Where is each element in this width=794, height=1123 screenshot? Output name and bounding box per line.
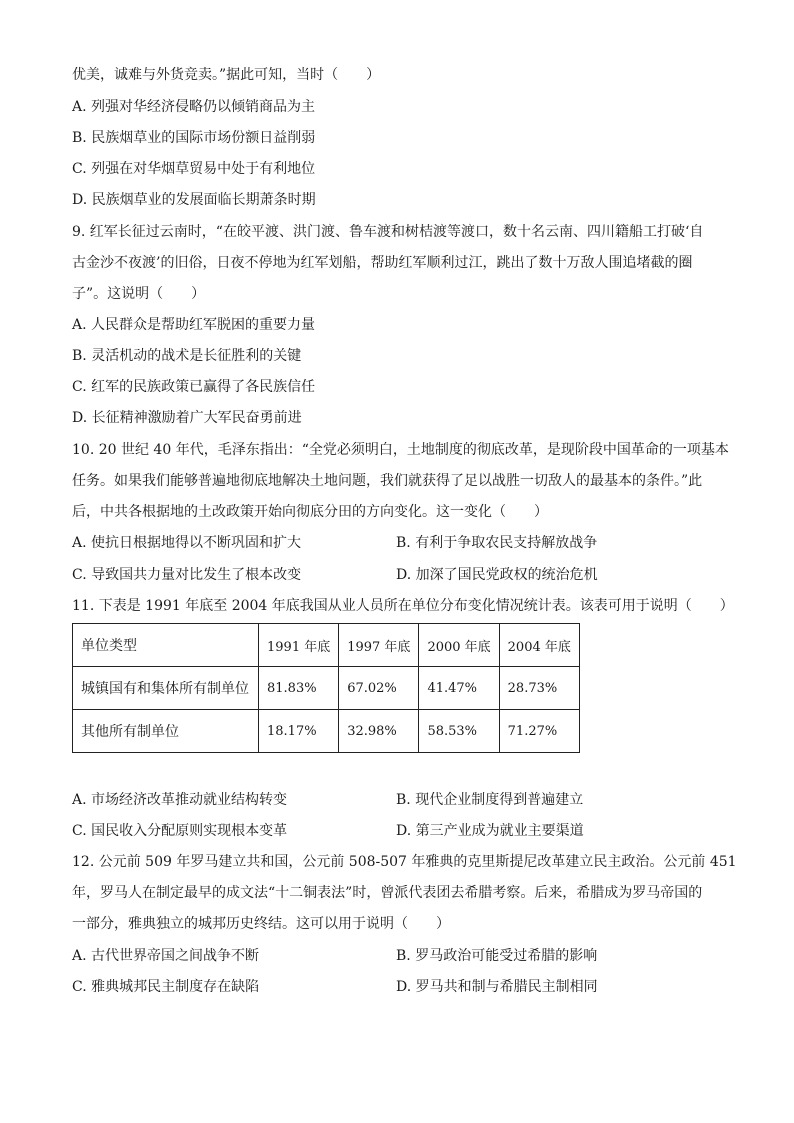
table-cell: 81.83%	[259, 667, 339, 710]
q12-option-a: A. 古代世界帝国之间战争不断	[72, 948, 260, 964]
table-header-cell: 1991 年底	[259, 624, 339, 667]
table-cell: 58.53%	[419, 710, 499, 753]
q12-option-d: D. 罗马共和制与希腊民主制相同	[396, 979, 598, 995]
q8-option-c: C. 列强在对华烟草贸易中处于有利地位	[72, 161, 316, 177]
q10-option-b: B. 有利于争取农民支持解放战争	[396, 535, 598, 551]
q12-stem-line-2: 年，罗马人在制定最早的成文法“十二铜表法”时，曾派代表团去希腊考察。后来，希腊成为罗马帝国的	[72, 885, 703, 901]
q9-option-c: C. 红军的民族政策已赢得了各民族信任	[72, 379, 316, 395]
q11-option-c: C. 国民收入分配原则实现根本变革	[72, 823, 288, 839]
q12-stem-line-3: 一部分，雅典独立的城邦历史终结。这可以用于说明（ ）	[72, 916, 450, 932]
q8-option-a: A. 列强对华经济侵略仍以倾销商品为主	[72, 99, 316, 115]
table-cell: 其他所有制单位	[73, 710, 259, 753]
q10-stem-line-2: 任务。如果我们能够普遍地彻底地解决土地问题，我们就获得了足以战胜一切敌人的最基本的条件。”此	[72, 473, 703, 489]
table-cell: 32.98%	[339, 710, 419, 753]
q10-option-c: C. 导致国共力量对比发生了根本改变	[72, 567, 302, 583]
table-header-cell: 2000 年底	[419, 624, 499, 667]
table-cell: 28.73%	[499, 667, 579, 710]
table-header-cell: 1997 年底	[339, 624, 419, 667]
q9-option-b: B. 灵活机动的战术是长征胜利的关键	[72, 348, 302, 364]
q9-option-d: D. 长征精神激励着广大军民奋勇前进	[72, 410, 302, 426]
q9-stem-line-2: 古金沙不夜渡’的旧俗，日夜不停地为红军划船，帮助红军顺利过江，跳出了数十万敌人围追堵截的圈	[72, 255, 693, 271]
q11-stem: 11. 下表是 1991 年底至 2004 年底我国从业人员所在单位分布变化情况统计表。该表可用于说明（ ）	[72, 598, 734, 614]
q10-stem-line-3: 后，中共各根据地的土改政策开始向彻底分田的方向变化。这一变化（ ）	[72, 504, 548, 520]
table-header-cell: 单位类型	[73, 624, 259, 667]
employment-table	[72, 623, 580, 753]
table-cell: 67.02%	[339, 667, 419, 710]
q10-stem-line-1: 10. 20 世纪 40 年代，毛泽东指出：“全党必须明白，土地制度的彻底改革，是现阶段中国革命的一项基本	[72, 442, 729, 458]
table-header-row	[73, 624, 580, 667]
q12-option-b: B. 罗马政治可能受过希腊的影响	[396, 948, 598, 964]
q10-option-a: A. 使抗日根据地得以不断巩固和扩大	[72, 535, 302, 551]
q9-option-a: A. 人民群众是帮助红军脱困的重要力量	[72, 317, 316, 333]
table-cell: 71.27%	[499, 710, 579, 753]
table-cell: 18.17%	[259, 710, 339, 753]
table-header-cell: 2004 年底	[499, 624, 579, 667]
table-row	[73, 710, 580, 753]
q12-stem-line-1: 12. 公元前 509 年罗马建立共和国，公元前 508-507 年雅典的克里斯提尼改革建立民主政治。公元前 451	[72, 854, 737, 870]
q8-stem-tail: 优美，诚难与外货竞卖。”据此可知，当时（ ）	[72, 67, 381, 83]
q11-option-a: A. 市场经济改革推动就业结构转变	[72, 792, 288, 808]
table-cell: 41.47%	[419, 667, 499, 710]
table-row	[73, 667, 580, 710]
q11-option-d: D. 第三产业成为就业主要渠道	[396, 823, 584, 839]
q12-option-c: C. 雅典城邦民主制度存在缺陷	[72, 979, 260, 995]
q8-option-b: B. 民族烟草业的国际市场份额日益削弱	[72, 130, 316, 146]
q9-stem-line-3: 子”。这说明（ ）	[72, 286, 206, 302]
q8-option-d: D. 民族烟草业的发展面临长期萧条时期	[72, 192, 316, 208]
q10-option-d: D. 加深了国民党政权的统治危机	[396, 567, 598, 583]
q11-option-b: B. 现代企业制度得到普遍建立	[396, 792, 584, 808]
table-cell: 城镇国有和集体所有制单位	[73, 667, 259, 710]
q9-stem-line-1: 9. 红军长征过云南时，“在皎平渡、洪门渡、鲁车渡和树桔渡等渡口，数十名云南、四川籍船工打破‘自	[72, 224, 704, 240]
